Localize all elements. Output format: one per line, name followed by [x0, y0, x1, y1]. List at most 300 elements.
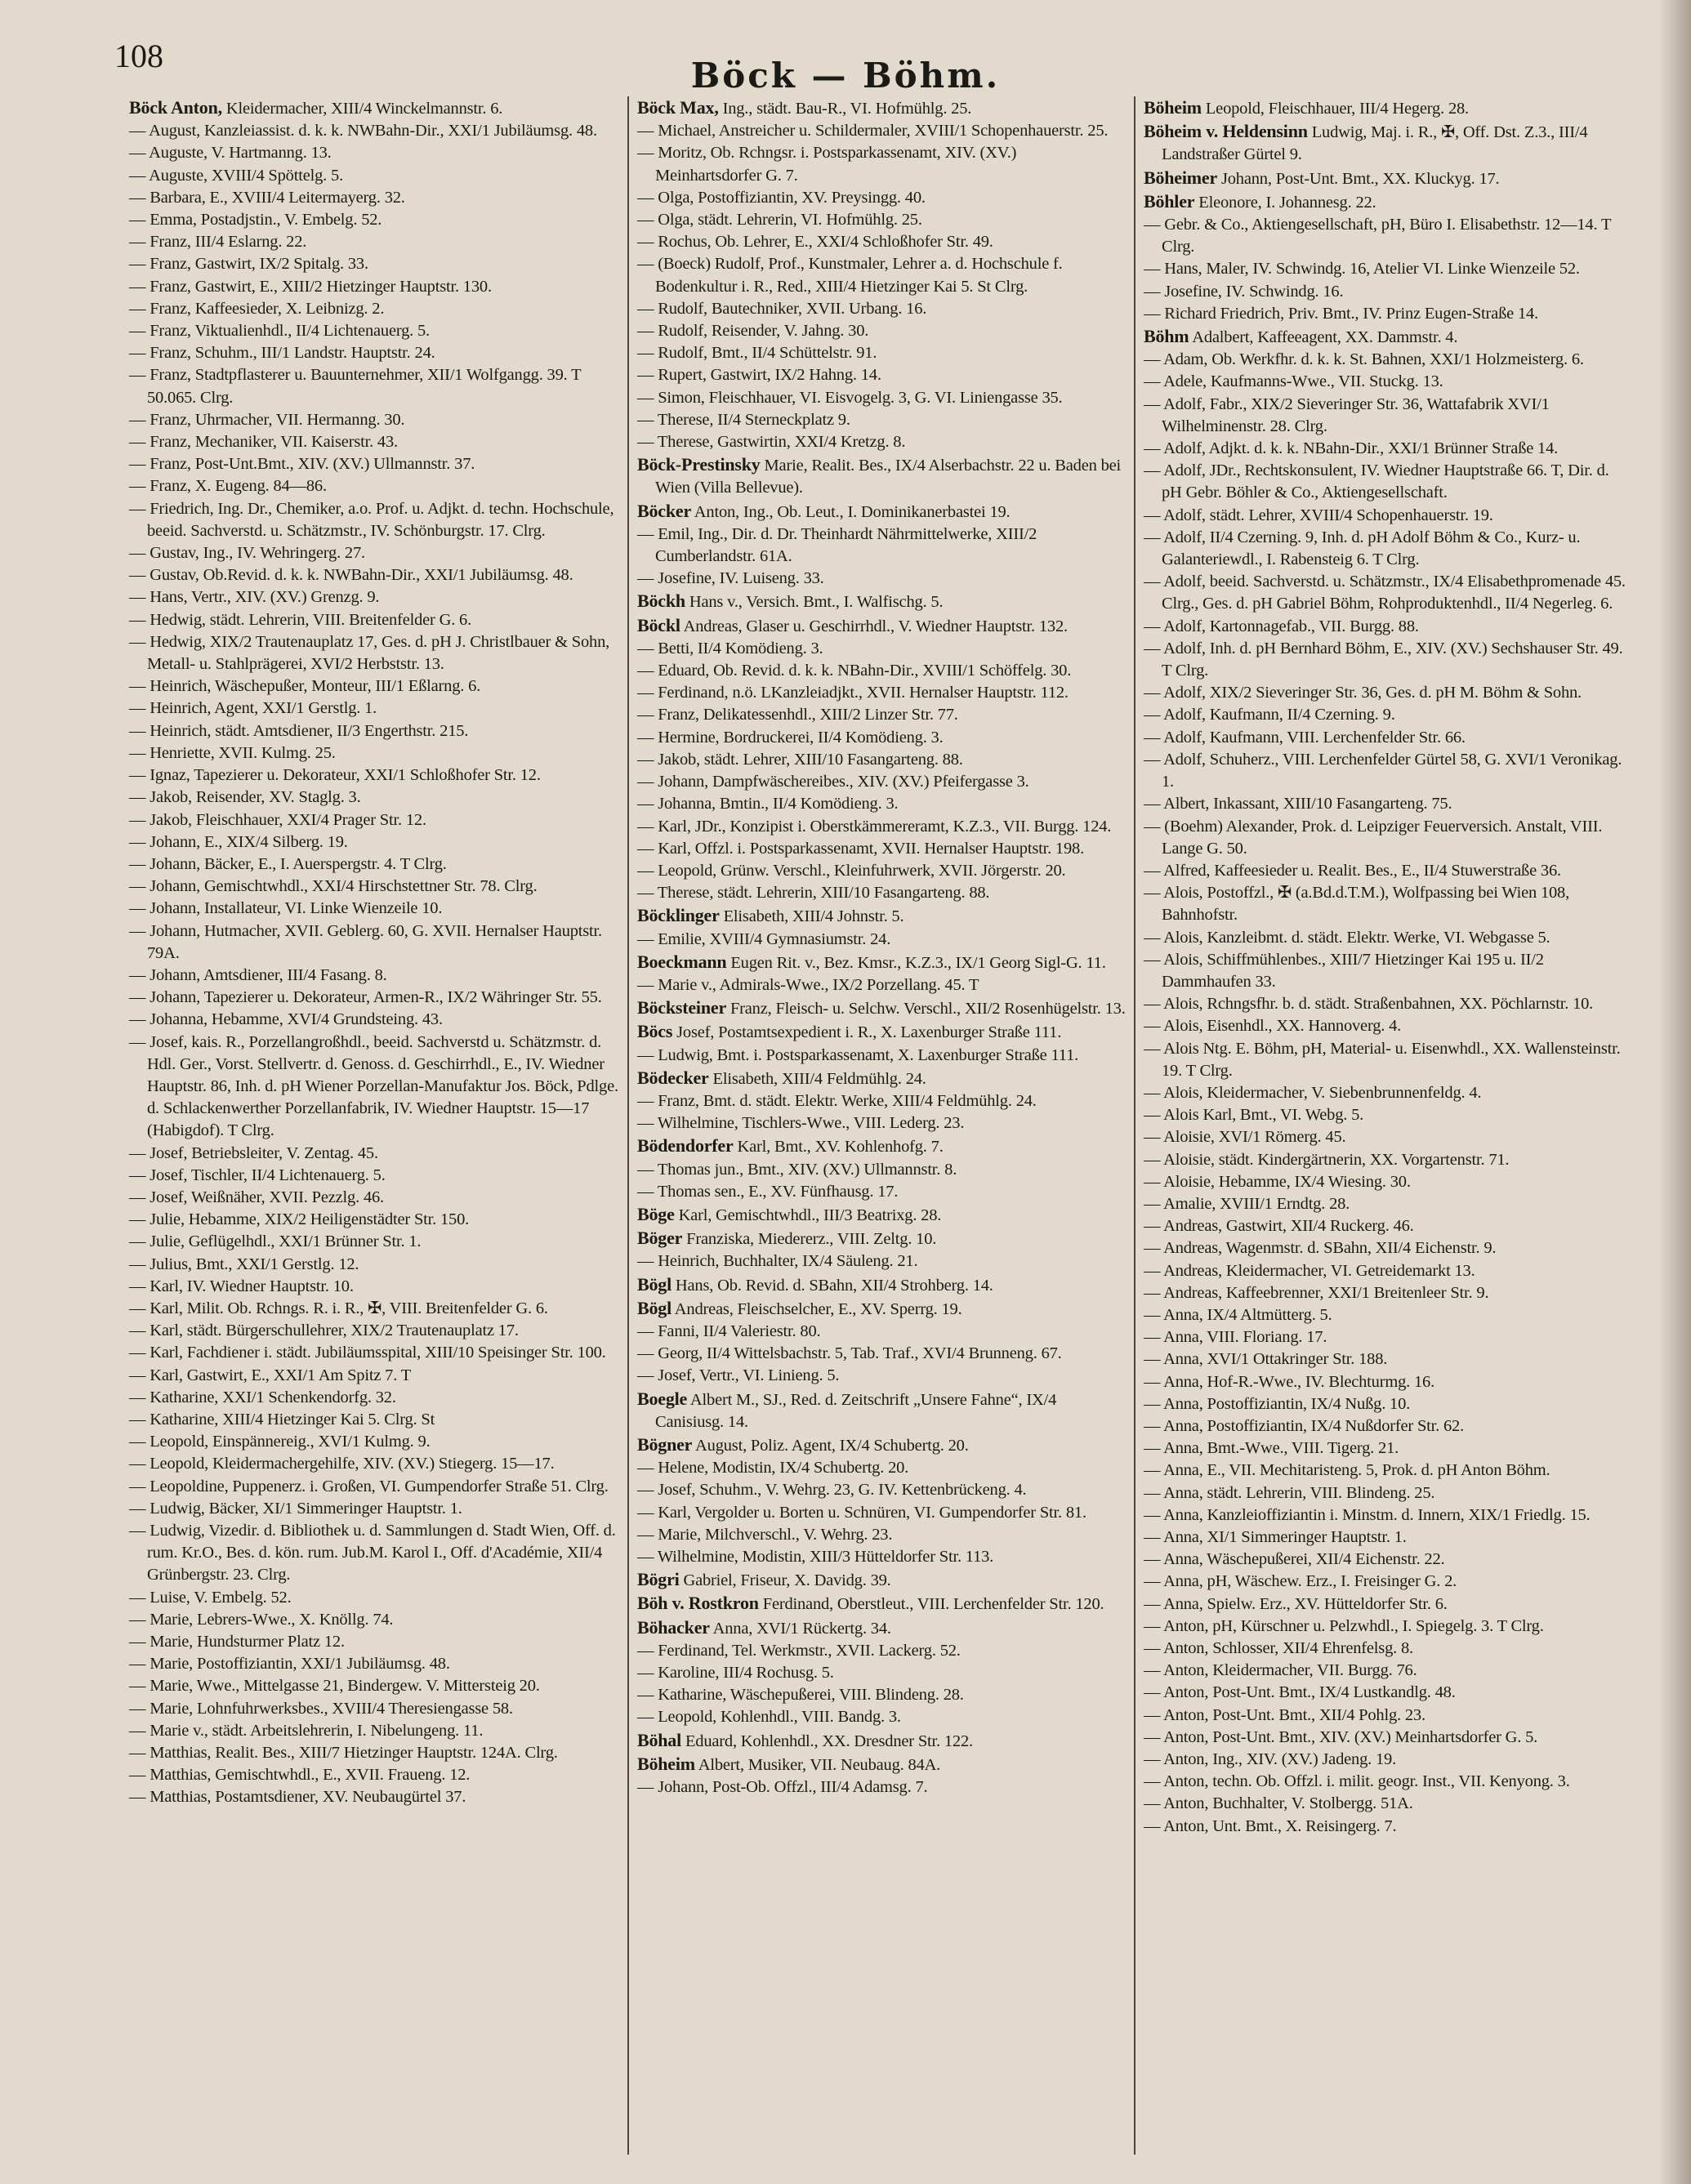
directory-entry — [129, 854, 619, 876]
entry-text: — Alois, Rchngsfhr. b. d. städt. Straßenbahnen, XX. Pöchlarnstr. 10. — [1144, 995, 1594, 1014]
entry-text: — Adolf, Adjkt. d. k. k. NBahn-Dir., XXI/1 Brünner Straße 14. — [1144, 439, 1559, 458]
entry-text: — Karl, Offzl. i. Postsparkassenamt, XVII. Hernalser Hauptstr. 198. — [637, 839, 1085, 858]
directory-entry — [1144, 167, 1632, 190]
directory-entry — [1144, 1126, 1632, 1148]
directory-entry — [637, 929, 1126, 951]
directory-entry — [1144, 749, 1632, 793]
directory-entry — [129, 1276, 619, 1298]
directory-entry — [637, 860, 1126, 882]
directory-entry — [637, 524, 1126, 568]
entry-text: — Hedwig, städt. Lehrerin, VIII. Breitenfelder G. 6. — [129, 610, 472, 629]
entry-headword: Böcksteiner — [637, 997, 727, 1018]
entry-text: — Anton, Kleidermacher, VII. Burgg. 76. — [1144, 1661, 1417, 1680]
entry-text: — Andreas, Kaffeebrenner, XXI/1 Breitenleer Str. 9. — [1144, 1283, 1489, 1302]
entry-text: — Marie, Hundsturmer Platz 12. — [129, 1633, 345, 1651]
directory-entry — [1144, 1282, 1632, 1304]
entry-text: — Franz, Viktualienhdl., II/4 Lichtenauerg. 5. — [129, 322, 430, 341]
entry-text: — Ludwig, Vizedir. d. Bibliothek u. d. Sammlungen d. Stadt Wien, Off. d. rum. Kr.O., Bes. d. kön. rum. Jub.M. Karol I., Off. d'Académie, XII/4 Grünbergstr. 23. Clrg. — [129, 1522, 616, 1585]
directory-entry — [637, 882, 1126, 904]
entry-text: — Auguste, XVIII/4 Spöttelg. 5. — [129, 166, 343, 185]
entry-headword: Böhacker — [637, 1616, 710, 1638]
directory-entry — [637, 187, 1126, 209]
entry-headword: Böhm — [1144, 326, 1189, 347]
entry-text: — Adolf, Kartonnagefab., VII. Burgg. 88. — [1144, 617, 1419, 635]
entry-text: — Matthias, Gemischtwhdl., E., XVII. Fraueng. 12. — [129, 1766, 471, 1785]
directory-entry — [129, 1409, 619, 1431]
entry-headword: Böge — [637, 1203, 675, 1224]
directory-entry — [1144, 505, 1632, 527]
directory-entry — [1144, 993, 1632, 1015]
directory-entry — [129, 1742, 619, 1764]
entry-text: — Johanna, Hebamme, XVI/4 Grundsteing. 43. — [129, 1010, 443, 1029]
directory-entry — [1144, 1149, 1632, 1171]
directory-entry — [129, 276, 619, 298]
directory-entry — [1144, 1482, 1632, 1504]
entry-text: — Adam, Ob. Werkfhr. d. k. k. St. Bahnen, XXI/1 Holzmeisterg. 6. — [1144, 350, 1584, 369]
entry-headword: Bögri — [637, 1569, 680, 1590]
entry-text: — Henriette, XVII. Kulmg. 25. — [129, 743, 336, 762]
directory-entry — [637, 1662, 1126, 1684]
entry-text: Ludwig, Maj. i. R., ✠, Off. Dst. Z.3., III/4 Landstraßer Gürtel 9. — [1162, 123, 1588, 164]
directory-entry — [129, 1764, 619, 1786]
directory-entry — [1144, 1260, 1632, 1282]
entry-text: — Hedwig, XIX/2 Trautenauplatz 17, Ges. d. pH J. Christlbauer & Sohn, Metall- u. Stahlprägerei, XVI/2 Herbststr. 13. — [129, 632, 610, 674]
entry-text: — Georg, II/4 Wittelsbachstr. 5, Tab. Traf., XVI/4 Brunneng. 67. — [637, 1344, 1062, 1363]
directory-entry — [637, 298, 1126, 320]
directory-entry — [637, 253, 1126, 297]
entry-text: Kleidermacher, XIII/4 Winckelmannstr. 6. — [221, 100, 503, 118]
directory-entry — [129, 1786, 619, 1808]
entry-text: Elisabeth, XIII/4 Johnstr. 5. — [719, 907, 904, 926]
entry-text: — Heinrich, Buchhalter, IX/4 Säuleng. 21. — [637, 1252, 918, 1271]
directory-entry — [1144, 438, 1632, 460]
entry-text: — Eduard, Ob. Revid. d. k. k. NBahn-Dir., XVIII/1 Schöffelg. 30. — [637, 662, 1072, 680]
entry-text: — Aloisie, XVI/1 Römerg. 45. — [1144, 1128, 1346, 1147]
directory-entry — [637, 1524, 1126, 1546]
directory-entry — [1144, 616, 1632, 638]
directory-entry — [637, 1616, 1126, 1640]
entry-text: — Anna, VIII. Floriang. 17. — [1144, 1328, 1327, 1347]
entry-text: — Anton, Ing., XIV. (XV.) Jadeng. 19. — [1144, 1750, 1397, 1769]
directory-columns — [121, 96, 1657, 2155]
entry-text: — Johann, Gemischtwhdl., XXI/4 Hirschstettner Str. 78. Clrg. — [129, 877, 538, 896]
entry-text: — Alois Ntg. E. Böhm, pH, Material- u. Eisenwhdl., XX. Wallensteinstr. 19. T Clrg. — [1144, 1039, 1621, 1080]
entry-text: — Adolf, Schuherz., VIII. Lerchenfelder Gürtel 58, G. XVI/1 Veronikag. 1. — [1144, 750, 1622, 791]
directory-entry — [1144, 1082, 1632, 1104]
directory-entry — [1144, 1593, 1632, 1616]
entry-text: — Thomas sen., E., XV. Fünfhausg. 17. — [637, 1182, 899, 1201]
entry-list — [637, 96, 1126, 1798]
entry-text: — Ferdinand, Tel. Werkmstr., XVII. Lackerg. 52. — [637, 1641, 961, 1660]
entry-text: — Marie, Milchverschl., V. Wehrg. 23. — [637, 1525, 893, 1544]
entry-text: — Amalie, XVIII/1 Erndtg. 28. — [1144, 1194, 1350, 1213]
entry-text: — Anna, E., VII. Mechitaristeng. 5, Prok. d. pH Anton Böhm. — [1144, 1461, 1550, 1480]
entry-text: — Betti, II/4 Komödieng. 3. — [637, 639, 823, 657]
entry-text: — Leopold, Einspännereig., XVI/1 Kulmg. 9. — [129, 1433, 431, 1451]
directory-entry — [129, 498, 619, 542]
directory-entry — [1144, 190, 1632, 214]
directory-entry — [1144, 949, 1632, 993]
entry-text: — Karl, JDr., Konzipist i. Oberstkämmereramt, K.Z.3., VII. Burgg. 124. — [637, 817, 1112, 836]
directory-entry — [1144, 1504, 1632, 1527]
running-title: Böck — Böhm. — [690, 56, 1001, 96]
entry-headword: Böcs — [637, 1021, 673, 1042]
entry-text: — Katharine, XXI/1 Schenkendorfg. 32. — [129, 1388, 396, 1406]
entry-text: — Anna, IX/4 Altmütterg. 5. — [1144, 1305, 1332, 1324]
directory-entry — [1144, 96, 1632, 120]
directory-entry — [1144, 882, 1632, 926]
entry-text: — Julie, Hebamme, XIX/2 Heiligenstädter Str. 150. — [129, 1210, 470, 1229]
entry-text: — Gustav, Ing., IV. Wehringerg. 27. — [129, 544, 365, 563]
directory-entry — [637, 1112, 1126, 1134]
entry-text: — Anna, XI/1 Simmeringer Hauptstr. 1. — [1144, 1528, 1407, 1546]
entry-headword: Boegle — [637, 1388, 688, 1409]
directory-entry — [129, 920, 619, 965]
entry-text: — Johann, Dampfwäschereibes., XIV. (XV.) Pfeifergasse 3. — [637, 773, 1029, 791]
directory-entry — [637, 1134, 1126, 1158]
entry-text: — Josef, Weißnäher, XVII. Pezzlg. 46. — [129, 1188, 384, 1206]
entry-text: — Heinrich, Agent, XXI/1 Gerstlg. 1. — [129, 699, 377, 718]
directory-entry — [1144, 1460, 1632, 1482]
directory-entry — [1144, 1215, 1632, 1237]
entry-headword: Boeckmann — [637, 951, 727, 972]
entry-text: — Olga, städt. Lehrerin, VI. Hofmühlg. 25. — [637, 211, 922, 230]
directory-entry — [637, 1388, 1126, 1433]
directory-entry — [1144, 460, 1632, 504]
directory-entry — [129, 1143, 619, 1165]
directory-entry — [637, 838, 1126, 860]
entry-text: — Franz, Gastwirt, IX/2 Spitalg. 33. — [129, 255, 368, 274]
directory-entry — [637, 342, 1126, 364]
directory-entry — [1144, 1771, 1632, 1793]
entry-text: — Karl, Milit. Ob. Rchngs. R. i. R., ✠, VIII. Breitenfelder G. 6. — [129, 1299, 548, 1317]
entry-text: Anton, Ing., Ob. Leut., I. Dominikanerbastei 19. — [691, 502, 1011, 521]
directory-entry — [637, 1045, 1126, 1067]
directory-entry — [129, 542, 619, 564]
directory-entry — [129, 165, 619, 187]
entry-text: — Moritz, Ob. Rchngsr. i. Postsparkassenamt, XIV. (XV.) Meinhartsdorfer G. 7. — [637, 144, 1017, 185]
entry-text: — Anton, Post-Unt. Bmt., XII/4 Pohlg. 23. — [1144, 1705, 1426, 1724]
directory-entry — [637, 996, 1126, 1020]
directory-entry — [1144, 860, 1632, 882]
entry-text: — Ludwig, Bäcker, XI/1 Simmeringer Hauptstr. 1. — [129, 1499, 462, 1518]
entry-text: — Franz, Stadtpflasterer u. Bauunternehmer, XII/1 Wolfgangg. 39. T 50.065. Clrg. — [129, 366, 582, 407]
column-1 — [121, 96, 627, 2155]
directory-entry — [1144, 1304, 1632, 1326]
entry-text: — Emilie, XVIII/4 Gymnasiumstr. 24. — [637, 929, 891, 948]
directory-entry — [129, 1609, 619, 1631]
entry-text: Elisabeth, XIII/4 Feldmühlg. 24. — [708, 1069, 926, 1088]
directory-entry — [1144, 1682, 1632, 1704]
entry-text: — Therese, Gastwirtin, XXI/4 Kretzg. 8. — [637, 433, 906, 452]
directory-entry — [637, 590, 1126, 613]
directory-entry — [129, 1320, 619, 1342]
directory-entry — [637, 1250, 1126, 1273]
page-number: 108 — [114, 38, 163, 74]
entry-text: Eugen Rit. v., Bez. Kmsr., K.Z.3., IX/1 Georg Sigl-G. 11. — [726, 953, 1106, 972]
directory-entry — [129, 120, 619, 142]
entry-text: — Anton, Unt. Bmt., X. Reisingerg. 7. — [1144, 1816, 1397, 1835]
entry-text: — Alfred, Kaffeesieder u. Realit. Bes., E., II/4 Stuwerstraße 36. — [1144, 861, 1561, 880]
directory-entry — [129, 1587, 619, 1609]
directory-entry — [637, 1729, 1126, 1753]
entry-text: — Leopold, Grünw. Verschl., Kleinfuhrwerk, XVII. Jörgerstr. 20. — [637, 861, 1066, 880]
directory-entry — [1144, 527, 1632, 571]
directory-entry — [129, 1387, 619, 1409]
entry-text: Adalbert, Kaffeeagent, XX. Dammstr. 4. — [1189, 328, 1458, 347]
entry-text: — Matthias, Realit. Bes., XIII/7 Hietzinger Hauptstr. 124A. Clrg. — [129, 1744, 558, 1763]
entry-text: — Anna, Spielw. Erz., XV. Hütteldorfer Str. 6. — [1144, 1594, 1448, 1613]
column-2 — [627, 96, 1134, 2155]
directory-entry — [637, 1343, 1126, 1365]
directory-entry — [637, 1321, 1126, 1343]
directory-entry — [637, 660, 1126, 682]
entry-text: — Alois, Kanzleibmt. d. städt. Elektr. Werke, VI. Webgasse 5. — [1144, 928, 1550, 947]
directory-entry — [1144, 1705, 1632, 1727]
entry-text: Eduard, Kohlenhdl., XX. Dresdner Str. 122. — [681, 1732, 973, 1750]
directory-entry — [637, 1297, 1126, 1321]
entry-text: Anna, XVI/1 Rückertg. 34. — [709, 1619, 891, 1638]
entry-text: — Josef, Schuhm., V. Wehrg. 23, G. IV. Kettenbrückeng. 4. — [637, 1481, 1027, 1500]
directory-entry — [1144, 682, 1632, 704]
entry-text: — Johanna, Bmtin., II/4 Komödieng. 3. — [637, 795, 899, 813]
entry-text: — (Boehm) Alexander, Prok. d. Leipziger Feuerversich. Anstalt, VIII. Lange G. 50. — [1144, 817, 1603, 858]
directory-entry — [637, 682, 1126, 704]
directory-entry — [129, 96, 619, 120]
entry-text: — Emma, Postadjstin., V. Embelg. 52. — [129, 211, 382, 230]
entry-text: — Alois Karl, Bmt., VI. Webg. 5. — [1144, 1106, 1364, 1125]
entry-text: — Andreas, Kleidermacher, VI. Getreidemarkt 13. — [1144, 1261, 1475, 1280]
entry-text: Ing., städt. Bau-R., VI. Hofmühlg. 25. — [718, 100, 972, 118]
directory-entry — [1144, 927, 1632, 949]
entry-text: — August, Kanzleiassist. d. k. k. NWBahn-Dir., XXI/1 Jubiläumsg. 48. — [129, 122, 597, 140]
entry-text: Karl, Bmt., XV. Kohlenhofg. 7. — [733, 1138, 944, 1157]
entry-text: — Matthias, Postamtsdiener, XV. Neubaugürtel 37. — [129, 1788, 466, 1807]
entry-text: — Franz, Post-Unt.Bmt., XIV. (XV.) Ullmannstr. 37. — [129, 455, 475, 474]
directory-entry — [1144, 1437, 1632, 1460]
entry-list — [129, 96, 619, 1809]
entry-text: — Katharine, XIII/4 Hietzinger Kai 5. Clrg. St — [129, 1410, 435, 1429]
directory-entry — [129, 453, 619, 475]
entry-text: — Franz, Uhrmacher, VII. Hermanng. 30. — [129, 410, 405, 429]
directory-entry — [129, 698, 619, 720]
entry-text: — Josefine, IV. Schwindg. 16. — [1144, 282, 1344, 301]
entry-text: — Wilhelmine, Modistin, XIII/3 Hütteldorfer Str. 113. — [637, 1548, 994, 1566]
directory-entry — [129, 787, 619, 809]
entry-text: — Thomas jun., Bmt., XIV. (XV.) Ullmannstr. 8. — [637, 1160, 957, 1179]
directory-entry — [1144, 371, 1632, 393]
entry-text: — Josefine, IV. Luiseng. 33. — [637, 569, 824, 588]
entry-text: — Ferdinand, n.ö. LKanzleiadjkt., XVII. Hernalser Hauptstr. 112. — [637, 684, 1069, 702]
entry-headword: Böck Anton, — [129, 97, 222, 118]
directory-entry — [1144, 1749, 1632, 1771]
directory-entry — [637, 793, 1126, 815]
entry-text: — Andreas, Gastwirt, XII/4 Ruckerg. 46. — [1144, 1217, 1414, 1236]
directory-entry — [1144, 816, 1632, 860]
directory-entry — [129, 1209, 619, 1231]
entry-text: — Emil, Ing., Dir. d. Dr. Theinhardt Nährmittelwerke, XIII/2 Cumberlandstr. 61A. — [637, 524, 1037, 566]
directory-entry — [637, 614, 1126, 638]
entry-text: — Ludwig, Bmt. i. Postsparkassenamt, X. Laxenburger Straße 111. — [637, 1045, 1079, 1064]
entry-text: — Franz, III/4 Eslarng. 22. — [129, 233, 307, 252]
directory-entry — [637, 974, 1126, 996]
directory-entry — [129, 631, 619, 675]
entry-text: — Rupert, Gastwirt, IX/2 Hahng. 14. — [637, 366, 881, 385]
entry-text: Johann, Post-Unt. Bmt., XX. Kluckyg. 17. — [1217, 169, 1500, 188]
entry-text: — Rudolf, Bmt., II/4 Schüttelstr. 91. — [637, 344, 877, 363]
entry-text: — Franz, Schuhm., III/1 Landstr. Hauptstr. 24. — [129, 344, 435, 363]
directory-entry — [129, 1476, 619, 1498]
directory-entry — [637, 453, 1126, 499]
entry-text: — Franz, Mechaniker, VII. Kaiserstr. 43. — [129, 433, 398, 452]
directory-entry — [637, 364, 1126, 386]
entry-text: — Fanni, II/4 Valeriestr. 80. — [637, 1322, 821, 1340]
directory-entry — [1144, 1527, 1632, 1549]
directory-entry — [637, 387, 1126, 409]
directory-entry — [1144, 1549, 1632, 1571]
directory-entry — [637, 1273, 1126, 1297]
directory-entry — [129, 720, 619, 742]
entry-text: Franz, Fleisch- u. Selchw. Verschl., XII/2 Rosenhügelstr. 13. — [726, 1000, 1126, 1018]
directory-entry — [129, 1231, 619, 1253]
directory-entry — [129, 1675, 619, 1697]
directory-entry — [637, 638, 1126, 660]
directory-entry — [637, 96, 1126, 120]
entry-text: — Olga, Postoffiziantin, XV. Preysingg. 40. — [637, 188, 926, 207]
entry-text: — Adolf, Fabr., XIX/2 Sieveringer Str. 36, Wattafabrik XVI/1 Wilhelminenstr. 28. Clrg. — [1144, 394, 1550, 435]
directory-entry — [129, 1720, 619, 1742]
directory-entry — [129, 1520, 619, 1587]
entry-text: — Heinrich, Wäschepußer, Monteur, III/1 Eßlarng. 6. — [129, 677, 481, 696]
entry-text: — Johann, Tapezierer u. Dekorateur, Armen-R., IX/2 Währinger Str. 55. — [129, 988, 602, 1007]
directory-entry — [129, 253, 619, 275]
directory-entry — [129, 142, 619, 164]
directory-entry — [129, 1032, 619, 1143]
directory-entry — [1144, 1104, 1632, 1126]
entry-text: — Gustav, Ob.Revid. d. k. k. NWBahn-Dir., XXI/1 Jubiläumsg. 48. — [129, 566, 573, 585]
directory-entry — [1144, 1727, 1632, 1749]
entry-text: — Adolf, Inh. d. pH Bernhard Böhm, E., XIV. (XV.) Sechshauser Str. 49. T Clrg. — [1144, 639, 1623, 680]
entry-text: — Johann, Hutmacher, XVII. Geblerg. 60, G. XVII. Hernalser Hauptstr. 79A. — [129, 921, 602, 962]
directory-entry — [637, 1457, 1126, 1479]
directory-entry — [129, 1254, 619, 1276]
directory-entry — [637, 1365, 1126, 1387]
entry-text: — Anna, Postoffiziantin, IX/4 Nußdorfer Str. 62. — [1144, 1416, 1465, 1435]
entry-text: Hans v., Versich. Bmt., I. Walfischg. 5. — [685, 593, 944, 612]
entry-headword: Böcker — [637, 500, 692, 521]
entry-text: — Marie, Wwe., Mittelgasse 21, Bindergew. V. Mittersteig 20. — [129, 1677, 540, 1696]
entry-text: Leopold, Fleischhauer, III/4 Hegerg. 28. — [1201, 100, 1469, 118]
directory-entry — [129, 965, 619, 987]
entry-text: — Adolf, II/4 Czerning. 9, Inh. d. pH Adolf Böhm & Co., Kurz- u. Galanteriewdl., I. Rabensteig 6. T Clrg. — [1144, 528, 1581, 569]
directory-entry — [637, 1433, 1126, 1457]
directory-entry — [637, 1706, 1126, 1728]
entry-text: Hans, Ob. Revid. d. SBahn, XII/4 Strohberg. 14. — [671, 1276, 993, 1295]
directory-entry — [129, 675, 619, 698]
entry-text: — Leopoldine, Puppenerz. i. Großen, VI. Gumpendorfer Straße 51. Clrg. — [129, 1477, 609, 1495]
directory-entry — [1144, 303, 1632, 325]
directory-entry — [129, 1298, 619, 1320]
entry-text: — Wilhelmine, Tischlers-Wwe., VIII. Lederg. 23. — [637, 1114, 965, 1133]
entry-text: — Anton, Schlosser, XII/4 Ehrenfelsg. 8. — [1144, 1639, 1413, 1658]
directory-entry — [637, 500, 1126, 524]
directory-entry — [129, 1698, 619, 1720]
entry-text: — Auguste, V. Hartmanng. 13. — [129, 144, 332, 163]
directory-entry — [129, 1653, 619, 1675]
entry-text: — Franz, X. Eugeng. 84—86. — [129, 477, 327, 496]
entry-headword: Böckl — [637, 614, 680, 635]
directory-entry — [1144, 349, 1632, 371]
directory-entry — [637, 1067, 1126, 1090]
directory-entry — [129, 342, 619, 364]
directory-entry — [129, 764, 619, 787]
directory-entry — [637, 1546, 1126, 1568]
entry-text: — Friedrich, Ing. Dr., Chemiker, a.o. Prof. u. Adjkt. d. techn. Hochschule, beeid. Sachverstd. u. Schätzmstr., IV. Schönburgstr. 17. Clrg. — [129, 499, 614, 540]
entry-headword: Böck-Prestinsky — [637, 454, 761, 475]
entry-text: — Franz, Bmt. d. städt. Elektr. Werke, XIII/4 Feldmühlg. 24. — [637, 1091, 1037, 1110]
entry-text: — Josef, Tischler, II/4 Lichtenauerg. 5. — [129, 1166, 386, 1184]
directory-entry — [637, 431, 1126, 453]
entry-text: — Hans, Vertr., XIV. (XV.) Grenzg. 9. — [129, 588, 380, 607]
directory-entry — [1144, 281, 1632, 303]
directory-entry — [637, 727, 1126, 749]
directory-entry — [637, 1181, 1126, 1203]
entry-headword: Bögner — [637, 1433, 693, 1455]
entry-text: — Adele, Kaufmanns-Wwe., VII. Stuckg. 13. — [1144, 372, 1443, 391]
entry-headword: Böheim v. Heldensinn — [1144, 121, 1308, 142]
entry-text: — Aloisie, städt. Kindergärtnerin, XX. Vorgartenstr. 71. — [1144, 1150, 1510, 1169]
entry-headword: Böheim — [1144, 97, 1202, 118]
directory-entry — [129, 809, 619, 831]
entry-text: — Karl, Fachdiener i. städt. Jubiläumsspital, XIII/10 Speisinger Str. 100. — [129, 1344, 606, 1362]
directory-entry — [1144, 704, 1632, 726]
directory-entry — [129, 609, 619, 631]
entry-text: — Adolf, JDr., Rechtskonsulent, IV. Wiedner Hauptstraße 66. T, Dir. d. pH Gebr. Böhler & Co., Aktiengesellschaft. — [1144, 461, 1609, 502]
directory-entry — [1144, 325, 1632, 349]
directory-entry — [1144, 258, 1632, 280]
entry-text: — Richard Friedrich, Priv. Bmt., IV. Prinz Eugen-Straße 14. — [1144, 304, 1538, 323]
directory-entry — [637, 951, 1126, 974]
directory-entry — [1144, 571, 1632, 615]
directory-entry — [637, 1090, 1126, 1112]
entry-text: — Jakob, Fleischhauer, XXI/4 Prager Str. 12. — [129, 810, 426, 829]
entry-text: — Marie, Lohnfuhrwerksbes., XVIII/4 Theresiengasse 58. — [129, 1699, 513, 1718]
directory-entry — [637, 320, 1126, 342]
entry-text: — Jakob, städt. Lehrer, XIII/10 Fasangarteng. 88. — [637, 750, 963, 769]
entry-text: — Karoline, III/4 Rochusg. 5. — [637, 1664, 834, 1683]
directory-entry — [637, 1159, 1126, 1181]
entry-text: — Anna, Postoffiziantin, IX/4 Nußg. 10. — [1144, 1394, 1411, 1413]
entry-text: — Anton, Post-Unt. Bmt., XIV. (XV.) Meinhartsdorfer G. 5. — [1144, 1727, 1538, 1746]
entry-text: — Anton, Post-Unt. Bmt., IX/4 Lustkandlg. 48. — [1144, 1683, 1456, 1702]
entry-text: Franziska, Miedererz., VIII. Zeltg. 10. — [682, 1230, 937, 1249]
directory-entry — [129, 209, 619, 231]
entry-text: — Marie v., städt. Arbeitslehrerin, I. Nibelungeng. 11. — [129, 1721, 484, 1740]
entry-text: — Karl, städt. Bürgerschullehrer, XIX/2 Trautenauplatz 17. — [129, 1322, 519, 1340]
directory-entry — [637, 1568, 1126, 1592]
entry-text: Albert, Musiker, VII. Neubaug. 84A. — [694, 1755, 941, 1774]
directory-entry — [1144, 793, 1632, 815]
directory-entry — [1144, 214, 1632, 258]
entry-text: — Alois, Postoffzl., ✠ (a.Bd.d.T.M.), Wolfpassing bei Wien 108, Bahnhofstr. — [1144, 884, 1570, 925]
entry-text: — Karl, IV. Wiedner Hauptstr. 10. — [129, 1277, 354, 1295]
entry-headword: Bödecker — [637, 1067, 709, 1088]
directory-entry — [1144, 1348, 1632, 1371]
directory-entry — [129, 231, 619, 253]
directory-entry — [1144, 1816, 1632, 1838]
entry-text: — Anna, Hof-R.-Wwe., IV. Blechturmg. 16. — [1144, 1372, 1435, 1391]
entry-text: — Helene, Modistin, IX/4 Schubertg. 20. — [637, 1459, 909, 1478]
